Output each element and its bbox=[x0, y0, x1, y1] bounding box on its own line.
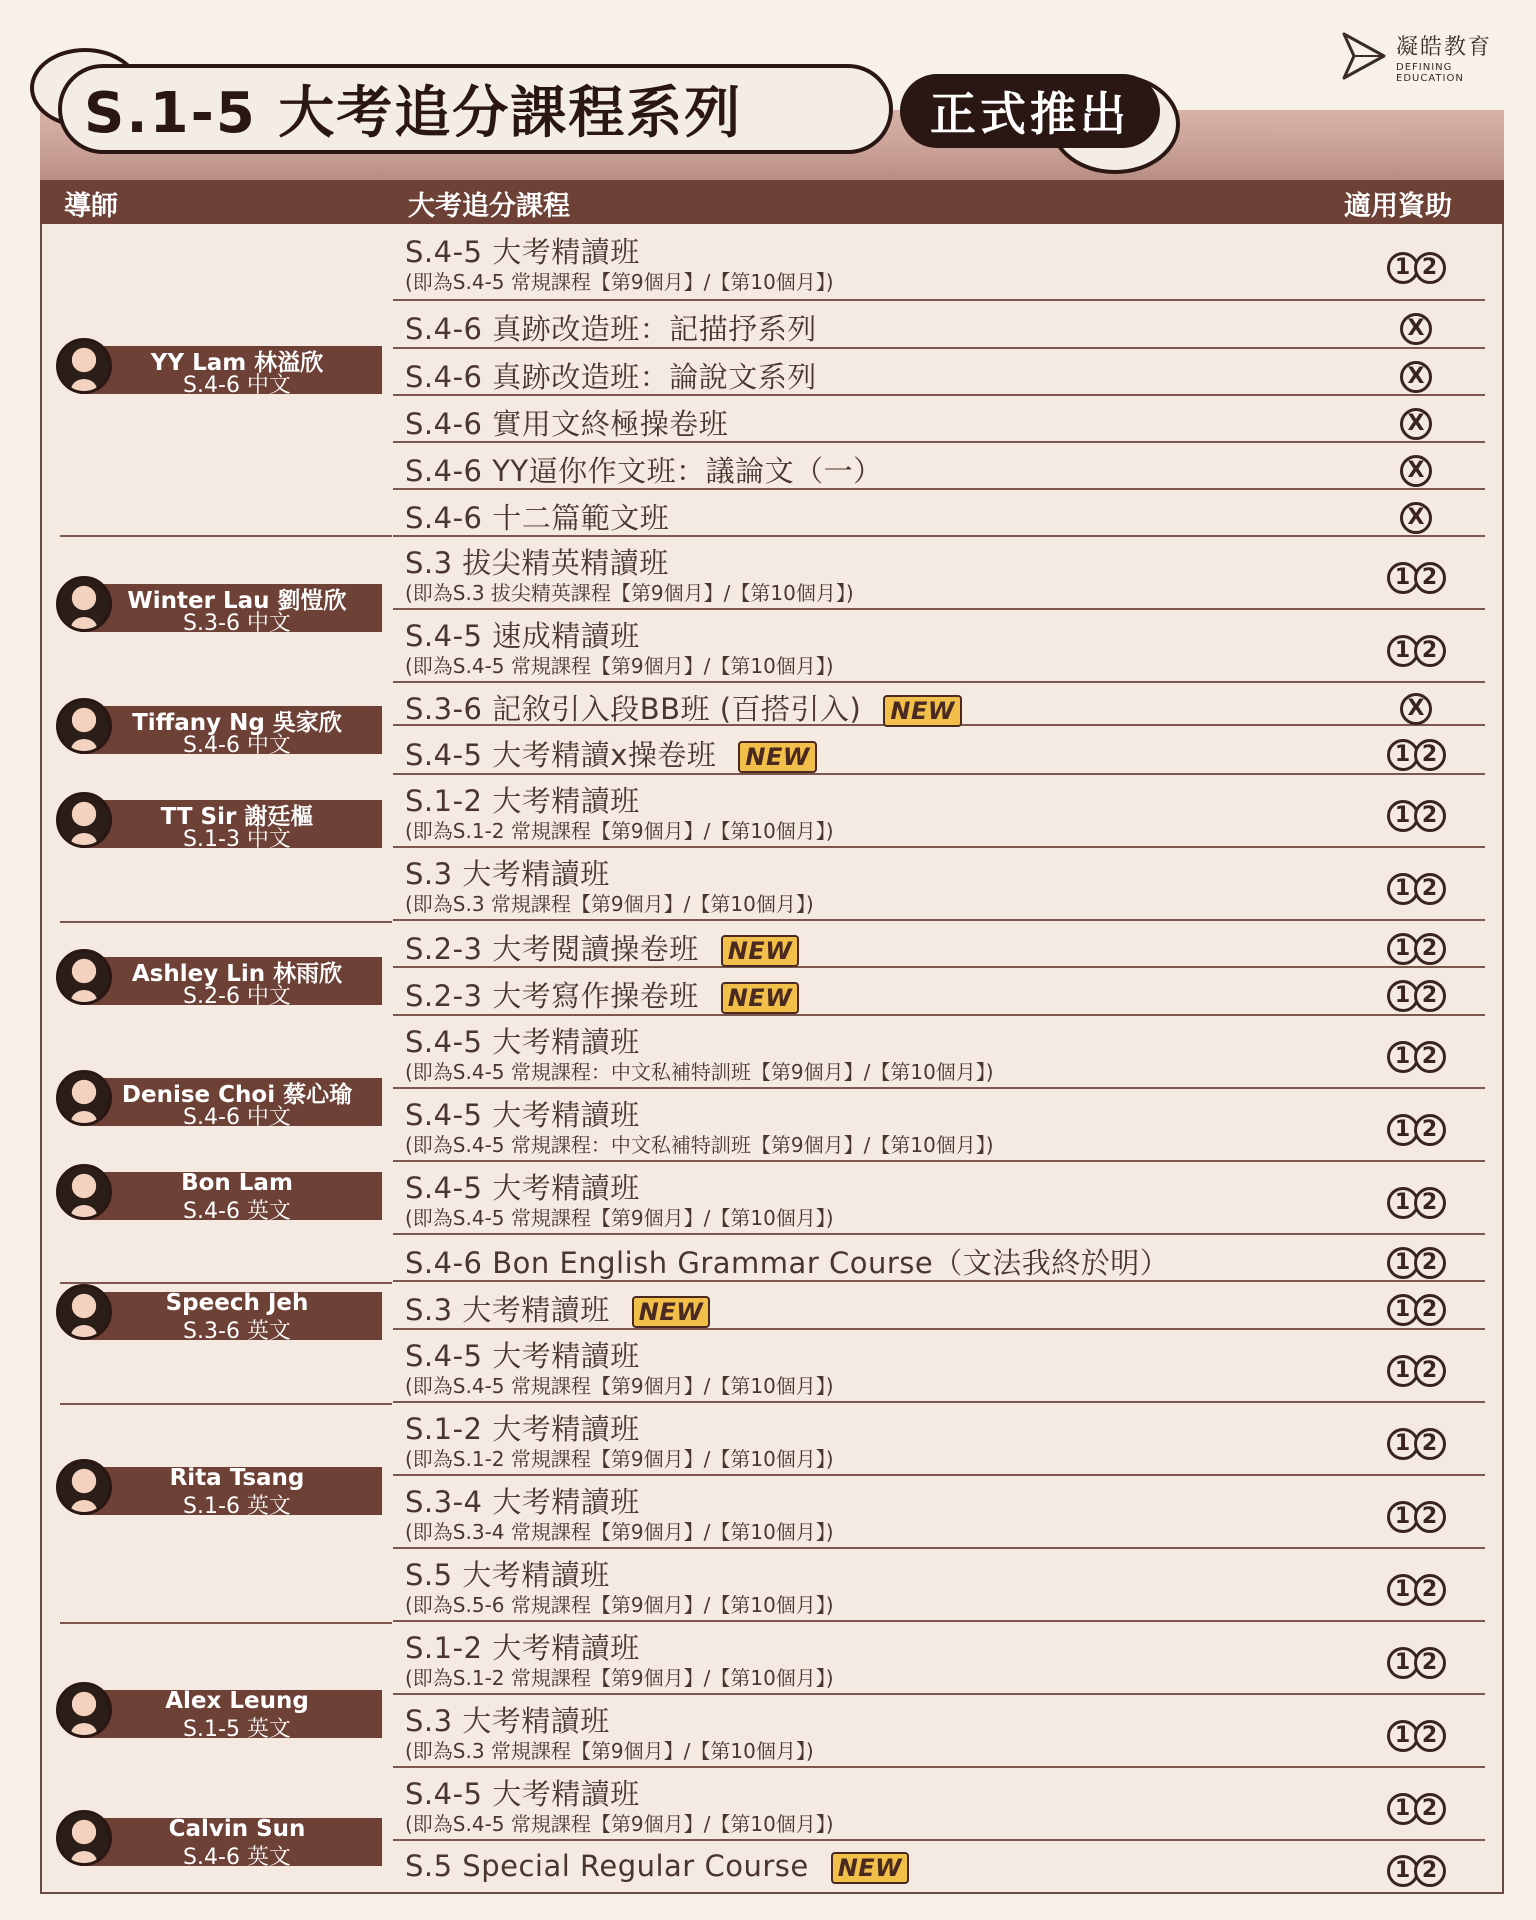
course-title-text: S.4-6 真跡改造班：記描抒系列 bbox=[405, 312, 817, 346]
course-note: (即為S.4-5 常規課程【第9個月】/【第10個月】) bbox=[405, 654, 834, 678]
course-note: (即為S.3 常規課程【第9個月】/【第10個月】) bbox=[405, 892, 814, 916]
subsidy-1-icon: 1 bbox=[1387, 1355, 1419, 1387]
subsidy-marks bbox=[1376, 1036, 1456, 1073]
subsidy-marks bbox=[1376, 1182, 1456, 1219]
course-row bbox=[393, 1235, 1485, 1282]
subsidy-marks bbox=[1376, 1715, 1456, 1752]
not-applicable-icon: X bbox=[1400, 361, 1432, 393]
course-row bbox=[393, 1089, 1485, 1162]
course-title bbox=[405, 1407, 640, 1448]
subsidy-marks bbox=[1376, 688, 1456, 725]
course-title-text: S.4-6 實用文終極操卷班 bbox=[405, 406, 729, 441]
course-row bbox=[393, 775, 1485, 848]
course-note: (即為S.1-2 常規課程【第9個月】/【第10個月】) bbox=[405, 819, 834, 843]
tutor-label bbox=[56, 792, 382, 852]
course-row bbox=[393, 968, 1485, 1016]
course-row bbox=[393, 848, 1485, 921]
course-title-text: S.3 大考精讀班 bbox=[405, 1293, 610, 1327]
new-badge: NEW bbox=[738, 741, 816, 773]
subsidy-marks bbox=[1376, 928, 1456, 965]
tutor-name: TT Sir 謝廷樞 bbox=[160, 804, 314, 830]
tutor-subject: S.4-6 英文 bbox=[183, 1845, 291, 1870]
subsidy-marks bbox=[1376, 1569, 1456, 1606]
subsidy-1-icon: 1 bbox=[1387, 1294, 1419, 1326]
subsidy-1-icon: 1 bbox=[1387, 1647, 1419, 1679]
course-note: (即為S.3 常規課程【第9個月】/【第10個月】) bbox=[405, 1739, 814, 1763]
course-title bbox=[405, 1093, 640, 1134]
tutor-subject: S.1-3 中文 bbox=[183, 827, 291, 852]
subsidy-marks bbox=[1376, 1350, 1456, 1387]
tutor-name: Rita Tsang bbox=[169, 1465, 305, 1491]
subsidy-1-icon: 1 bbox=[1387, 1720, 1419, 1752]
subsidy-2-icon: 2 bbox=[1414, 980, 1446, 1012]
tutor-subject: S.4-6 中文 bbox=[183, 373, 291, 398]
tutor-label bbox=[56, 1164, 382, 1224]
subsidy-marks bbox=[1376, 356, 1456, 393]
course-title bbox=[405, 541, 669, 582]
course-title-text: S.1-2 大考精讀班 bbox=[405, 1412, 640, 1446]
launch-badge-text: 正式推出 bbox=[930, 87, 1130, 141]
tutor-name: Ashley Lin 林雨欣 bbox=[131, 961, 343, 987]
subsidy-2-icon: 2 bbox=[1414, 800, 1446, 832]
course-note: (即為S.1-2 常規課程【第9個月】/【第10個月】) bbox=[405, 1447, 834, 1471]
subsidy-marks bbox=[1376, 247, 1456, 284]
course-title bbox=[405, 852, 610, 893]
course-title bbox=[405, 1699, 610, 1740]
subsidy-marks bbox=[1376, 1109, 1456, 1146]
course-row bbox=[393, 1330, 1485, 1403]
course-note: (即為S.3-4 常規課程【第9個月】/【第10個月】) bbox=[405, 1520, 834, 1544]
subsidy-2-icon: 2 bbox=[1414, 1187, 1446, 1219]
subsidy-2-icon: 2 bbox=[1414, 1247, 1446, 1279]
subsidy-1-icon: 1 bbox=[1387, 1428, 1419, 1460]
course-title bbox=[405, 1334, 640, 1375]
course-note: (即為S.4-5 常規課程：中文私補特訓班【第9個月】/【第10個月】) bbox=[405, 1060, 994, 1084]
course-title bbox=[405, 496, 669, 537]
table-header bbox=[40, 180, 1504, 224]
course-title-text: S.1-2 大考精讀班 bbox=[405, 784, 640, 818]
course-title bbox=[405, 1772, 640, 1813]
tutor-divider bbox=[60, 1403, 392, 1405]
course-row bbox=[393, 610, 1485, 683]
subsidy-marks bbox=[1376, 795, 1456, 832]
course-title-text: S.4-6 真跡改造班：論說文系列 bbox=[405, 359, 817, 394]
course-note: (即為S.4-5 常規課程【第9個月】/【第10個月】) bbox=[405, 1206, 834, 1230]
course-title bbox=[405, 974, 799, 1015]
subsidy-marks bbox=[1376, 1242, 1456, 1279]
subsidy-2-icon: 2 bbox=[1414, 252, 1446, 284]
new-badge: NEW bbox=[883, 695, 961, 727]
course-title bbox=[405, 779, 640, 820]
tutor-name: Calvin Sun bbox=[168, 1816, 306, 1842]
course-row bbox=[393, 921, 1485, 968]
subsidy-1-icon: 1 bbox=[1387, 1574, 1419, 1606]
logo-subtitle: DEFINING EDUCATION bbox=[1396, 62, 1464, 84]
new-badge: NEW bbox=[721, 982, 799, 1014]
tutor-subject: S.4-6 中文 bbox=[183, 1105, 291, 1130]
course-title bbox=[405, 733, 817, 774]
course-title-text: S.4-5 大考精讀班 bbox=[405, 235, 640, 269]
tutor-name: Tiffany Ng 吳家欣 bbox=[132, 710, 342, 736]
tutor-subject: S.2-6 中文 bbox=[183, 984, 291, 1009]
new-badge: NEW bbox=[632, 1296, 710, 1328]
subsidy-marks bbox=[1376, 868, 1456, 905]
course-title-text: S.1-2 大考精讀班 bbox=[405, 1631, 640, 1665]
subsidy-marks bbox=[1376, 1423, 1456, 1460]
tutor-label bbox=[56, 1070, 382, 1130]
course-title-text: S.4-6 YY逼你作文班：議論文（一） bbox=[405, 453, 883, 488]
subsidy-1-icon: 1 bbox=[1387, 635, 1419, 667]
course-row bbox=[393, 537, 1485, 610]
course-title bbox=[405, 1166, 640, 1207]
subsidy-marks bbox=[1376, 630, 1456, 667]
course-row bbox=[393, 1841, 1485, 1892]
not-applicable-icon: X bbox=[1400, 313, 1432, 345]
subsidy-2-icon: 2 bbox=[1414, 1294, 1446, 1326]
subsidy-1-icon: 1 bbox=[1387, 980, 1419, 1012]
tutor-name: Speech Jeh bbox=[165, 1290, 309, 1316]
subsidy-2-icon: 2 bbox=[1414, 1793, 1446, 1825]
course-note: (即為S.4-5 常規課程【第9個月】/【第10個月】) bbox=[405, 1374, 834, 1398]
column-header-tutor: 導師 bbox=[64, 191, 118, 222]
course-row bbox=[393, 443, 1485, 490]
subsidy-2-icon: 2 bbox=[1414, 1855, 1446, 1887]
course-note: (即為S.5-6 常規課程【第9個月】/【第10個月】) bbox=[405, 1593, 834, 1617]
tutor-divider bbox=[60, 535, 392, 537]
tutor-name: Bon Lam bbox=[181, 1170, 293, 1196]
not-applicable-icon: X bbox=[1400, 502, 1432, 534]
course-title bbox=[405, 307, 817, 348]
tutor-subject: S.3-6 中文 bbox=[183, 611, 291, 636]
subsidy-marks bbox=[1376, 557, 1456, 594]
course-title bbox=[405, 402, 728, 443]
tutor-label bbox=[56, 338, 382, 398]
subsidy-1-icon: 1 bbox=[1387, 800, 1419, 832]
subsidy-marks bbox=[1376, 1289, 1456, 1326]
course-note: (即為S.4-5 常規課程【第9個月】/【第10個月】) bbox=[405, 1812, 834, 1836]
course-row bbox=[393, 1768, 1485, 1841]
course-title bbox=[405, 1626, 640, 1667]
tutor-subject: S.4-6 英文 bbox=[183, 1199, 291, 1224]
course-row bbox=[393, 396, 1485, 443]
course-note: (即為S.4-5 常規課程：中文私補特訓班【第9個月】/【第10個月】) bbox=[405, 1133, 994, 1157]
course-row bbox=[393, 1162, 1485, 1235]
course-title-text: S.4-6 Bon English Grammar Course（文法我終於明） bbox=[405, 1245, 1170, 1280]
logo-name: 凝皓教育 bbox=[1396, 35, 1493, 60]
not-applicable-icon: X bbox=[1400, 455, 1432, 487]
tutor-name: Alex Leung bbox=[165, 1688, 309, 1714]
course-title-text: S.3 拔尖精英精讀班 bbox=[405, 546, 669, 580]
tutor-label bbox=[56, 1284, 382, 1344]
subsidy-1-icon: 1 bbox=[1387, 1247, 1419, 1279]
course-title-text: S.4-5 大考精讀班 bbox=[405, 1777, 640, 1811]
tutor-label bbox=[56, 1810, 382, 1870]
subsidy-marks bbox=[1376, 1496, 1456, 1533]
course-row bbox=[393, 301, 1485, 349]
course-title bbox=[405, 687, 962, 728]
course-title-text: S.3 大考精讀班 bbox=[405, 857, 610, 891]
course-row bbox=[393, 1016, 1485, 1089]
course-note: (即為S.4-5 常規課程【第9個月】/【第10個月】) bbox=[405, 270, 834, 294]
subsidy-marks bbox=[1376, 1788, 1456, 1825]
course-row bbox=[393, 1695, 1485, 1768]
logo-mark-icon bbox=[1340, 30, 1388, 82]
course-row bbox=[393, 490, 1485, 537]
launch-badge bbox=[900, 74, 1160, 148]
course-row bbox=[393, 1622, 1485, 1695]
subsidy-1-icon: 1 bbox=[1387, 933, 1419, 965]
subsidy-2-icon: 2 bbox=[1414, 933, 1446, 965]
subsidy-marks bbox=[1376, 403, 1456, 440]
subsidy-2-icon: 2 bbox=[1414, 1647, 1446, 1679]
course-title-text: S.4-5 大考精讀x操卷班 bbox=[405, 737, 717, 772]
course-title bbox=[405, 1849, 909, 1884]
course-title-text: S.4-5 速成精讀班 bbox=[405, 619, 640, 653]
course-row bbox=[393, 349, 1485, 396]
course-title-text: S.2-3 大考閱讀操卷班 bbox=[405, 931, 699, 966]
course-title-text: S.5 Special Regular Course bbox=[405, 1848, 809, 1883]
subsidy-1-icon: 1 bbox=[1387, 873, 1419, 905]
course-title-text: S.5 大考精讀班 bbox=[405, 1558, 610, 1592]
subsidy-marks bbox=[1376, 975, 1456, 1012]
subsidy-1-icon: 1 bbox=[1387, 1114, 1419, 1146]
tutor-divider bbox=[60, 921, 392, 923]
course-title bbox=[405, 1241, 1169, 1282]
subsidy-1-icon: 1 bbox=[1387, 739, 1419, 771]
tutor-label bbox=[56, 1459, 382, 1519]
subsidy-marks bbox=[1376, 497, 1456, 534]
subsidy-1-icon: 1 bbox=[1387, 1793, 1419, 1825]
subsidy-2-icon: 2 bbox=[1414, 739, 1446, 771]
course-title-text: S.4-5 大考精讀班 bbox=[405, 1339, 640, 1373]
course-title-text: S.4-6 十二篇範文班 bbox=[405, 500, 670, 535]
subsidy-1-icon: 1 bbox=[1387, 1041, 1419, 1073]
tutor-label bbox=[56, 1682, 382, 1742]
course-note: (即為S.1-2 常規課程【第9個月】/【第10個月】) bbox=[405, 1666, 834, 1690]
subsidy-2-icon: 2 bbox=[1414, 1428, 1446, 1460]
course-title bbox=[405, 1480, 640, 1521]
course-title bbox=[405, 1288, 710, 1329]
subsidy-1-icon: 1 bbox=[1387, 1855, 1419, 1887]
subsidy-marks bbox=[1376, 450, 1456, 487]
subsidy-1-icon: 1 bbox=[1387, 1187, 1419, 1219]
brand-logo bbox=[1340, 28, 1510, 88]
subsidy-1-icon: 1 bbox=[1387, 562, 1419, 594]
course-title bbox=[405, 614, 640, 655]
tutor-label bbox=[56, 576, 382, 636]
course-note: (即為S.3 拔尖精英課程【第9個月】/【第10個月】) bbox=[405, 581, 854, 605]
subsidy-1-icon: 1 bbox=[1387, 252, 1419, 284]
course-row bbox=[393, 1403, 1485, 1476]
tutor-name: YY Lam 林溢欣 bbox=[150, 350, 324, 376]
subsidy-1-icon: 1 bbox=[1387, 1501, 1419, 1533]
subsidy-2-icon: 2 bbox=[1414, 873, 1446, 905]
course-row bbox=[393, 726, 1485, 775]
tutor-divider bbox=[60, 1622, 392, 1624]
course-title-text: S.4-5 大考精讀班 bbox=[405, 1025, 640, 1059]
course-row bbox=[393, 683, 1485, 726]
subsidy-marks bbox=[1376, 1850, 1456, 1887]
subsidy-marks bbox=[1376, 734, 1456, 771]
tutor-subject: S.1-6 英文 bbox=[183, 1494, 291, 1519]
subsidy-2-icon: 2 bbox=[1414, 1574, 1446, 1606]
course-row bbox=[393, 226, 1485, 301]
subsidy-2-icon: 2 bbox=[1414, 1720, 1446, 1752]
column-header-subsidy: 適用資助 bbox=[1344, 191, 1452, 222]
subsidy-2-icon: 2 bbox=[1414, 562, 1446, 594]
course-title-text: S.3-6 記敘引入段BB班 (百搭引入) bbox=[405, 691, 862, 726]
subsidy-2-icon: 2 bbox=[1414, 1114, 1446, 1146]
subsidy-2-icon: 2 bbox=[1414, 1355, 1446, 1387]
course-title-text: S.3 大考精讀班 bbox=[405, 1704, 610, 1738]
subsidy-marks bbox=[1376, 308, 1456, 345]
page-title bbox=[58, 64, 893, 154]
course-row bbox=[393, 1476, 1485, 1549]
tutor-label bbox=[56, 949, 382, 1009]
course-title bbox=[405, 1020, 640, 1061]
column-header-course: 大考追分課程 bbox=[408, 191, 570, 222]
course-title bbox=[405, 1553, 610, 1594]
course-title bbox=[405, 927, 799, 968]
subsidy-2-icon: 2 bbox=[1414, 1501, 1446, 1533]
course-title-text: S.4-5 大考精讀班 bbox=[405, 1171, 640, 1205]
tutor-label bbox=[56, 698, 382, 758]
course-title-text: S.3-4 大考精讀班 bbox=[405, 1485, 640, 1519]
course-row bbox=[393, 1549, 1485, 1622]
new-badge: NEW bbox=[831, 1852, 909, 1884]
tutor-name: Denise Choi 蔡心瑜 bbox=[121, 1082, 353, 1108]
tutor-subject: S.3-6 英文 bbox=[183, 1319, 291, 1344]
not-applicable-icon: X bbox=[1400, 693, 1432, 725]
course-row bbox=[393, 1282, 1485, 1330]
course-title bbox=[405, 230, 640, 271]
course-title-text: S.4-5 大考精讀班 bbox=[405, 1098, 640, 1132]
not-applicable-icon: X bbox=[1400, 408, 1432, 440]
new-badge: NEW bbox=[721, 935, 799, 967]
subsidy-marks bbox=[1376, 1642, 1456, 1679]
tutor-subject: S.1-5 英文 bbox=[183, 1717, 291, 1742]
course-title bbox=[405, 355, 817, 396]
course-title-text: S.2-3 大考寫作操卷班 bbox=[405, 979, 699, 1013]
page-title-text: S.1-5 大考追分課程系列 bbox=[84, 81, 743, 146]
subsidy-2-icon: 2 bbox=[1414, 635, 1446, 667]
course-title bbox=[405, 449, 883, 490]
tutor-subject: S.4-6 中文 bbox=[183, 733, 291, 758]
subsidy-2-icon: 2 bbox=[1414, 1041, 1446, 1073]
tutor-name: Winter Lau 劉愷欣 bbox=[127, 588, 347, 614]
